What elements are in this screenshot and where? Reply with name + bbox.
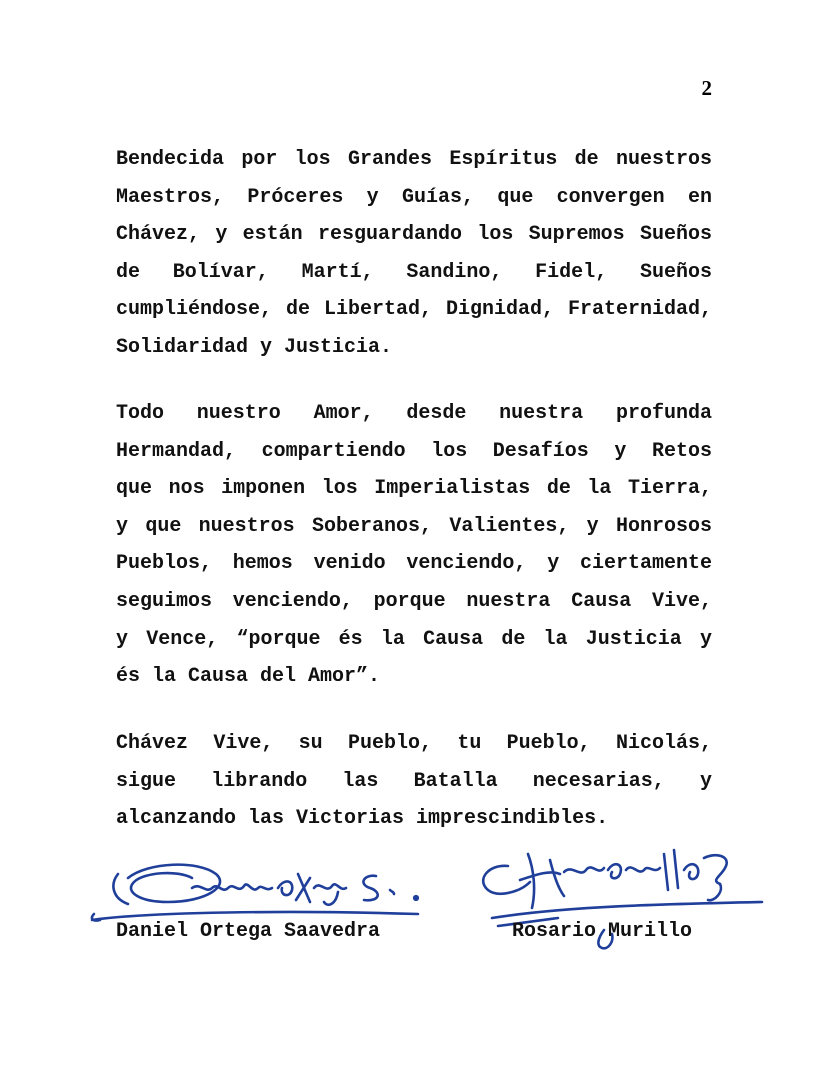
text-line: Bendecida por los Grandes Espíritus de nuestros <box>116 148 712 171</box>
page-number: 2 <box>701 76 712 100</box>
text-line: seguimos venciendo, porque nuestra Causa Vive, <box>116 589 712 613</box>
text-line: Chávez, y están resguardando los Supremos Sueños <box>116 223 712 247</box>
text-line: Maestros, Próceres y Guías, que convergen en <box>116 185 712 209</box>
text-line: y Vence, “porque és la Causa de la Justicia y <box>116 627 712 651</box>
paragraph-blessing <box>116 141 712 367</box>
text-line: que nos imponen los Imperialistas de la Tierra, <box>116 477 712 501</box>
text-line: és la Causa del Amor”. <box>116 665 381 689</box>
text-line: Pueblos, hemos venido venciendo, y ciertamente <box>116 552 712 576</box>
text-line: de Bolívar, Martí, Sandino, Fidel, Sueños <box>116 260 712 284</box>
signer-name-right: Rosario Murillo <box>512 920 693 943</box>
text-line: Solidaridad y Justicia. <box>116 335 393 359</box>
paragraph-love <box>116 395 712 696</box>
signature-daniel-ortega <box>88 848 438 928</box>
text-line: sigue librando las Batalla necesarias, y <box>116 769 712 793</box>
text-line: y que nuestros Soberanos, Valientes, y Honrosos <box>116 514 712 538</box>
text-line: cumpliéndose, de Libertad, Dignidad, Fraternidad, <box>116 298 712 322</box>
signer-name-left: Daniel Ortega Saavedra <box>116 920 381 943</box>
text-line: Hermandad, compartiendo los Desafíos y Retos <box>116 439 712 463</box>
text-line: Todo nuestro Amor, desde nuestra profunda <box>116 402 712 425</box>
text-line: alcanzando las Victorias imprescindibles. <box>116 807 609 831</box>
paragraph-chavez-vive <box>116 725 712 838</box>
text-line: Chávez Vive, su Pueblo, tu Pueblo, Nicolás, <box>116 732 712 755</box>
